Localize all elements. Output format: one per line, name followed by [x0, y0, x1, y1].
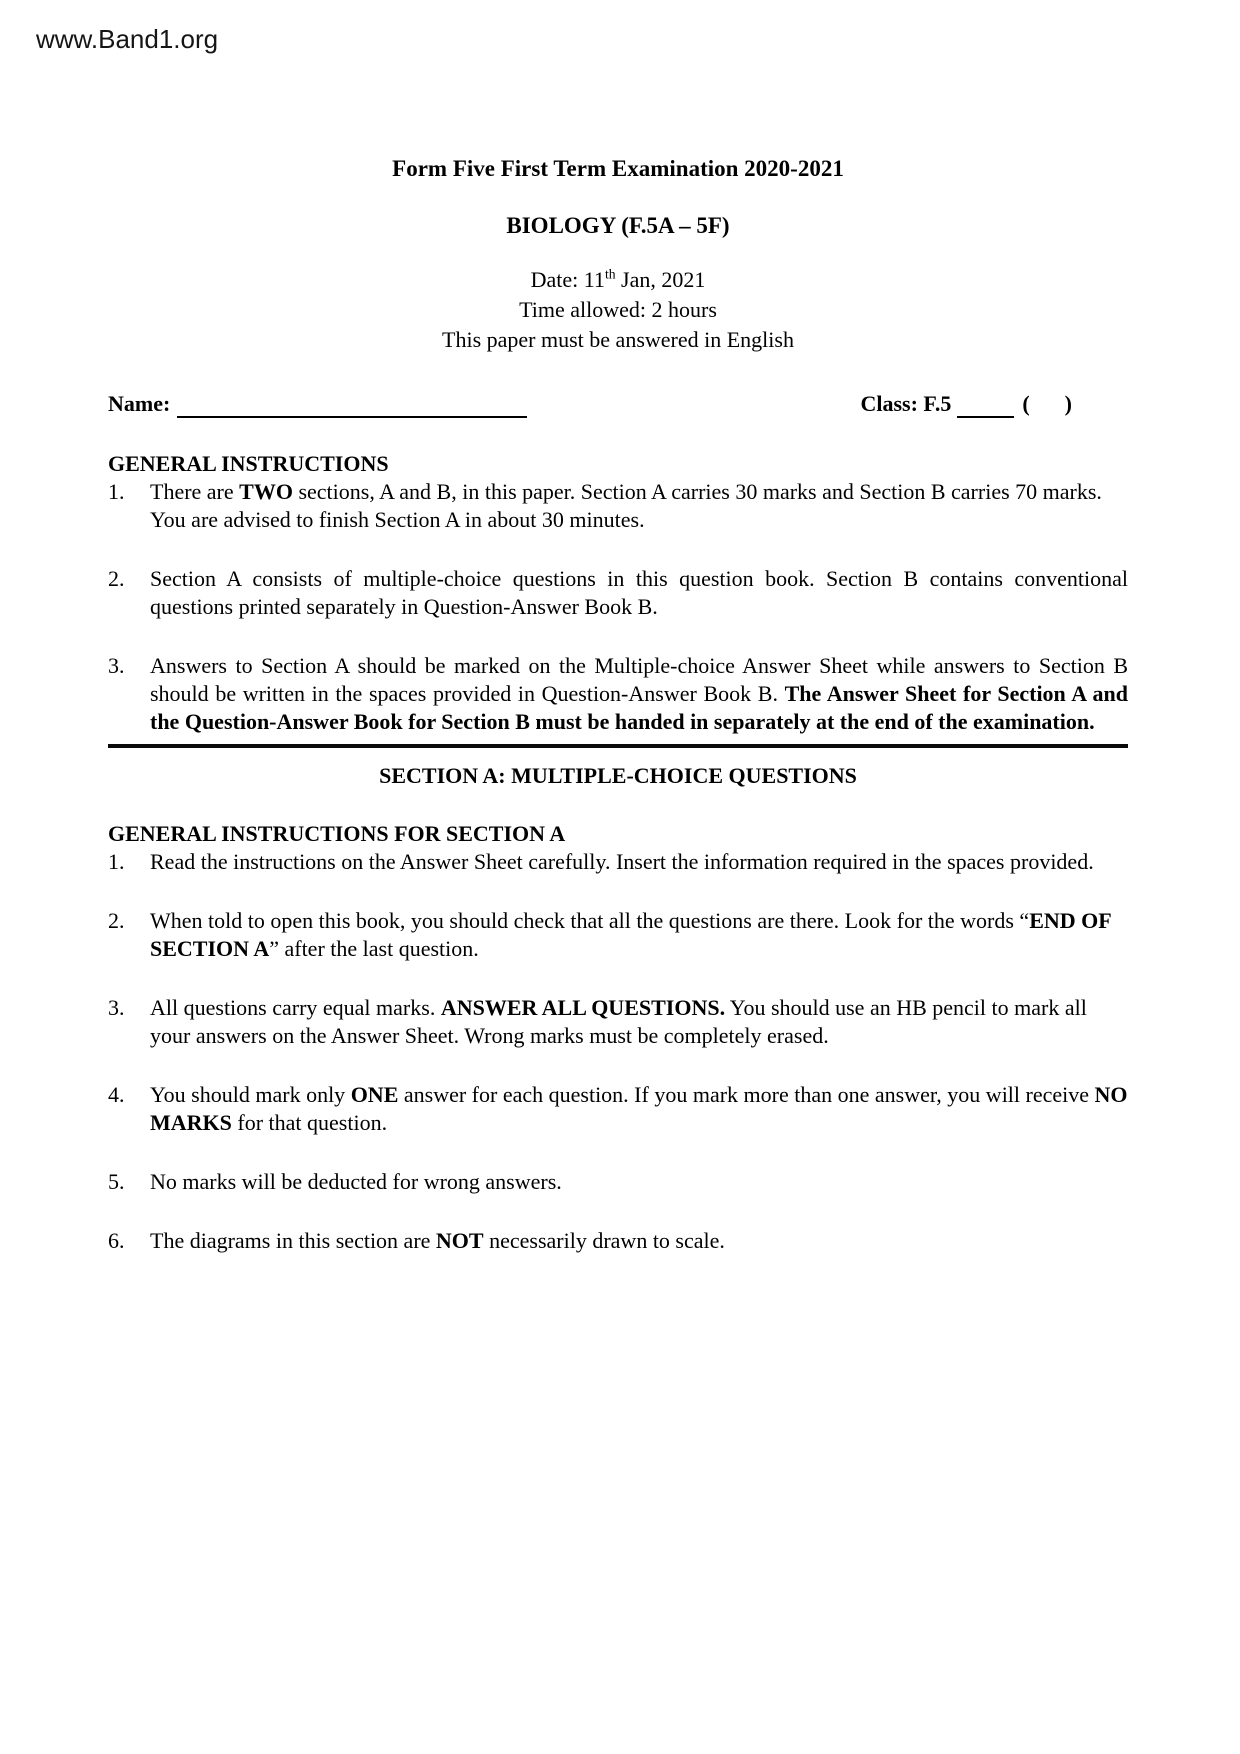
general-instructions-heading: GENERAL INSTRUCTIONS	[108, 451, 389, 476]
item-number: 1.	[108, 849, 125, 874]
item-text: There are TWO sections, A and B, in this paper. Section A carries 30 marks and Section B carries 70 marks. You are advised to finish Section A in about 30 minutes.	[150, 479, 1102, 532]
section-divider-rule	[108, 744, 1128, 748]
instruction-item	[108, 1168, 1128, 1196]
section-a-instructions-list	[108, 848, 1128, 1255]
class-label: Class: F.5	[860, 391, 952, 416]
item-text: All questions carry equal marks. ANSWER ALL QUESTIONS. You should use an HB pencil to mark all your answers on the Answer Sheet. Wrong marks must be completely erased.	[150, 995, 1087, 1048]
instruction-item	[108, 1227, 1128, 1255]
item-number: 2.	[108, 908, 125, 933]
class-blank-line	[957, 392, 1014, 418]
item-number: 1.	[108, 479, 125, 504]
general-instructions-list	[108, 478, 1128, 736]
item-number: 3.	[108, 995, 125, 1020]
exam-title: Form Five First Term Examination 2020-2021	[392, 156, 844, 181]
instruction-item	[108, 565, 1128, 621]
time-allowed: Time allowed: 2 hours	[519, 297, 717, 322]
instruction-item	[108, 907, 1128, 963]
item-number: 4.	[108, 1082, 125, 1107]
language-note: This paper must be answered in English	[442, 327, 794, 352]
title-block	[108, 155, 1128, 355]
item-text: Section A consists of multiple-choice questions in this question book. Section B contains conventional questions printed separately in Question-Answer Book B.	[150, 566, 1128, 619]
item-number: 3.	[108, 653, 125, 678]
instruction-item	[108, 994, 1128, 1050]
item-text: No marks will be deducted for wrong answers.	[150, 1169, 562, 1194]
instruction-item	[108, 1081, 1128, 1137]
exam-meta-block	[108, 265, 1128, 355]
instruction-item	[108, 848, 1128, 876]
name-blank-line	[177, 392, 527, 418]
item-number: 2.	[108, 566, 125, 591]
item-text: Answers to Section A should be marked on the Multiple-choice Answer Sheet while answers to Section B should be written in the spaces provided in Question-Answer Book B. The Answer Sheet for Section A and the Question-Answer Book for Section B must be handed in separately at the end of the examination.	[150, 653, 1129, 734]
class-open-bracket: (	[1022, 391, 1030, 416]
document-body	[108, 155, 1128, 1255]
item-text: Read the instructions on the Answer Sheet carefully. Insert the information required in the spaces provided.	[150, 849, 1094, 874]
instruction-item	[108, 478, 1128, 534]
name-label: Name:	[108, 391, 171, 416]
exam-date: Date: 11th Jan, 2021	[530, 266, 706, 292]
item-text: When told to open this book, you should check that all the questions are there. Look for the words “END OF SECTION A” after the last question.	[150, 908, 1111, 961]
section-a-title: SECTION A: MULTIPLE-CHOICE QUESTIONS	[379, 763, 857, 788]
item-text: You should mark only ONE answer for each question. If you mark more than one answer, you will receive NO MARKS for that question.	[150, 1082, 1128, 1135]
instruction-item	[108, 652, 1128, 736]
name-class-row	[108, 388, 1128, 418]
site-watermark: www.Band1.org	[36, 24, 219, 54]
item-number: 5.	[108, 1169, 125, 1194]
class-close-bracket: )	[1064, 391, 1072, 416]
subject-title: BIOLOGY (F.5A – 5F)	[506, 213, 730, 238]
item-text: The diagrams in this section are NOT necessarily drawn to scale.	[150, 1228, 725, 1253]
section-a-instructions-heading: GENERAL INSTRUCTIONS FOR SECTION A	[108, 821, 566, 846]
item-number: 6.	[108, 1228, 125, 1253]
class-group	[860, 390, 1072, 418]
